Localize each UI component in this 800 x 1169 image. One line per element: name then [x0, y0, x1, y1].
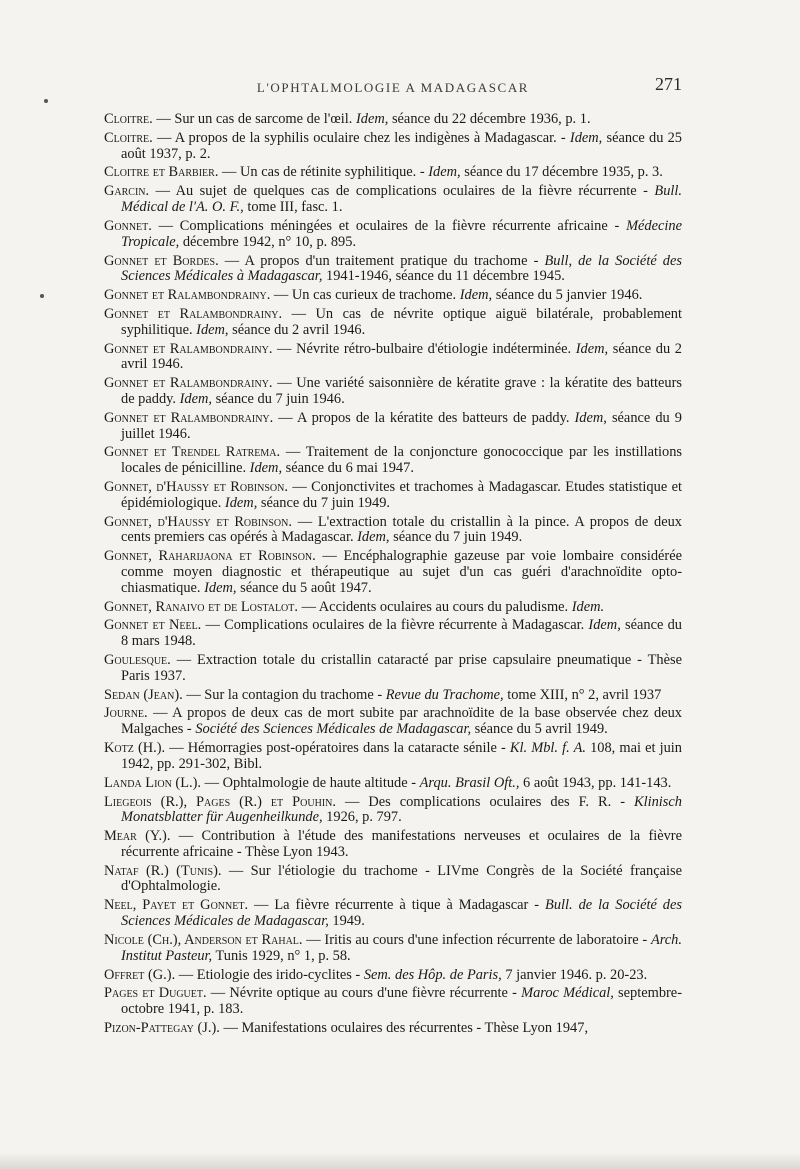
reference-text: séance du 25 août 1937, p. 2. — [121, 129, 682, 162]
reference-text: — Traitement de la conjoncture gonococcique par les instillations locales de pénicilline. — [121, 444, 683, 477]
reference-source: Idem, — [428, 164, 461, 181]
reference-author: Cloitre et Barbier. — [104, 164, 219, 181]
reference-author: Cloitre. — [104, 111, 153, 127]
reference-source: Idem, — [569, 129, 603, 146]
reference-source: Idem, — [196, 321, 229, 338]
reference-author: Sedan (Jean). — [104, 686, 183, 703]
reference-text: — Complications oculaires de la fièvre récurrente à Madagascar. — [201, 617, 589, 634]
reference-text: — A propos d'un traitement pratique du trachome - — [218, 252, 545, 269]
reference-text: 108, mai et juin 1942, pp. 291-302, Bibl. — [121, 740, 682, 772]
reference-text: — L'extraction totale du cristallin à la pince. A propos de deux cents premiers cas opérés à Madagascar. — [121, 513, 682, 546]
reference-author: Gonnet et Ralambondrainy. — [104, 287, 271, 304]
reference-text: — Encéphalographie gazeuse par voie lombaire considérée comme moyen diagnostic et thérapeutique au sujet d'un cas guéri d'arachnoïdite opto-chiasmatique. — [121, 548, 682, 596]
reference-author: Mear (Y.). — [104, 828, 171, 845]
reference-entry — [104, 131, 682, 162]
reference-text: — Un cas de rétinite syphilitique. - — [218, 164, 429, 181]
reference-text: — Une variété saisonnière de kératite grave : la kératite des batteurs de paddy. — [121, 375, 682, 407]
reference-entry — [104, 706, 682, 737]
reference-entry — [104, 864, 682, 895]
reference-source: Bull, de la Société des Sciences Médicales à Madagascar, — [121, 252, 682, 285]
reference-text: séance du 2 avril 1946. — [121, 340, 682, 373]
reference-source: Idem, — [249, 460, 283, 477]
reference-author: Gonnet et Ralambondrainy. — [104, 340, 273, 357]
reference-text: — Iritis au cours d'une infection récurrente de laboratoire - — [302, 931, 651, 948]
reference-author: Gonnet. — [104, 217, 152, 234]
reference-author: Gonnet et Ralambondrainy. — [104, 375, 273, 392]
reference-entry — [104, 741, 682, 772]
page-header — [104, 74, 682, 102]
reference-entry — [104, 376, 682, 407]
reference-entry — [104, 307, 682, 338]
reference-text: — Un cas curieux de trachome. — [270, 287, 460, 304]
reference-author: Gonnet et Trendel Ratrema. — [104, 444, 281, 461]
reference-source: Idem, — [588, 617, 621, 634]
reference-author: Gonnet et Neel. — [104, 617, 202, 634]
reference-entry — [104, 288, 682, 304]
scan-speck — [44, 99, 48, 103]
reference-text: — Conjonctivites et trachomes à Madagascar. Etudes statistique et épidémiologique. — [121, 479, 682, 511]
reference-entry — [104, 776, 682, 792]
reference-text: tome XIII, n° 2, avril 1937 — [503, 686, 662, 703]
reference-text: séance du 5 janvier 1946. — [492, 287, 643, 304]
reference-author: Nataf (R.) (Tunis). — [104, 862, 222, 879]
reference-text: — Un cas de névrite optique aiguë bilatérale, probablement syphilitique. — [121, 306, 682, 338]
reference-entry — [104, 165, 682, 181]
reference-text: septembre-octobre 1941, p. 183. — [121, 985, 682, 1018]
reference-text: séance du 6 mai 1947. — [282, 460, 414, 477]
reference-text: séance du 22 décembre 1936, p. 1. — [388, 111, 591, 127]
reference-text: — Extraction totale du cristallin cataracté par prise capsulaire pneumatique - Thèse Paris 1937. — [121, 651, 682, 684]
reference-entry — [104, 795, 682, 826]
reference-text: séance du 8 mars 1948. — [121, 617, 682, 650]
reference-source: Idem. — [571, 598, 605, 615]
reference-source: Arch. Institut Pasteur, — [121, 931, 682, 964]
reference-author: Kotz (H.). — [104, 740, 166, 757]
reference-entry — [104, 549, 682, 596]
reference-text: — Névrite optique au cours d'une fièvre récurrente - — [206, 985, 522, 1002]
reference-text: — Sur l'étiologie du trachome - LIVme Congrès de la Société française d'Ophtalmologie. — [121, 862, 682, 895]
reference-entry — [104, 618, 682, 649]
reference-text: séance du 9 juillet 1946. — [121, 409, 682, 442]
reference-text: séance du 5 avril 1949. — [471, 721, 608, 738]
reference-text: — Etiologie des irido-cyclites - — [175, 966, 364, 983]
reference-text: — La fièvre récurrente à tique à Madagascar - — [248, 897, 546, 914]
reference-text: — Accidents oculaires au cours du paludisme. — [298, 598, 572, 615]
reference-text: décembre 1942, n° 10, p. 895. — [179, 233, 357, 250]
reference-entry — [104, 829, 682, 860]
running-head: L'OPHTALMOLOGIE A MADAGASCAR — [256, 80, 530, 95]
reference-entry — [104, 411, 682, 442]
reference-text: séance du 17 décembre 1935, p. 3. — [460, 164, 663, 181]
reference-text: — A propos de deux cas de mort subite par arachnoïdite de la base observée chez deux Malgaches - — [121, 705, 682, 738]
reference-text: séance du 7 juin 1949. — [389, 529, 523, 546]
reference-entry — [104, 968, 682, 984]
reference-entry — [104, 600, 682, 616]
reference-text: 1926, p. 797. — [322, 809, 402, 826]
reference-entry — [104, 254, 682, 285]
reference-source: Idem, — [574, 409, 607, 426]
reference-source: Revue du Trachome, — [385, 686, 504, 703]
scan-speck — [40, 294, 44, 298]
reference-source: Société des Sciences Médicales de Madagascar, — [195, 721, 472, 738]
reference-text: — Complications méningées et oculaires de la fièvre récurrente africaine - — [151, 217, 627, 234]
reference-author: Garcin. — [104, 183, 150, 200]
reference-author: Gonnet, Ranaivo et de Lostalot. — [104, 598, 298, 615]
reference-source: Sem. des Hôp. de Paris, — [363, 966, 502, 983]
reference-entry — [104, 445, 682, 476]
reference-entry — [104, 653, 682, 684]
reference-text: — Névrite rétro-bulbaire d'étiologie indéterminée. — [272, 340, 576, 357]
reference-text: — Des complications oculaires des F. R. - — [335, 793, 634, 810]
reference-entry — [104, 112, 682, 128]
reference-text: Tunis 1929, n° 1, p. 58. — [212, 947, 351, 964]
reference-text: séance du 7 juin 1949. — [257, 494, 390, 511]
reference-author: Pizon-Pattegay (J.). — [104, 1020, 220, 1036]
reference-source: Idem, — [357, 529, 390, 546]
reference-text: 1949. — [328, 913, 365, 930]
reference-text: — Hémorragies post-opératoires dans la cataracte sénile - — [165, 740, 510, 757]
reference-entry — [104, 933, 682, 964]
reference-author: Gonnet, Raharijaona et Robinson. — [104, 548, 316, 565]
reference-author: Goulesque. — [104, 651, 171, 668]
reference-author: Landa Lion (L.). — [104, 774, 202, 791]
reference-author: Pages et Duguet. — [104, 985, 207, 1002]
reference-author: Liegeois (R.), Pages (R.) et Pouhin. — [104, 793, 336, 810]
reference-author: Gonnet et Ralambondrainy. — [104, 306, 283, 323]
reference-text: — Au sujet de quelques cas de complications oculaires de la fièvre récurrente - — [149, 183, 655, 200]
reference-text: — A propos de la kératite des batteurs de paddy. — [273, 409, 575, 426]
reference-author: Gonnet et Bordes. — [104, 252, 219, 269]
reference-entry — [104, 688, 682, 704]
reference-text: 7 janvier 1946. p. 20-23. — [501, 966, 648, 983]
reference-source: Idem, — [575, 340, 609, 357]
reference-source: Arqu. Brasil Oft., — [419, 774, 520, 791]
reference-author: Gonnet, d'Haussy et Robinson. — [104, 513, 292, 530]
reference-text: tome III, fasc. 1. — [243, 199, 343, 216]
reference-text: 1941-1946, séance du 11 décembre 1945. — [322, 268, 565, 285]
reference-text: — Ophtalmologie de haute altitude - — [201, 774, 420, 791]
reference-text: 6 août 1943, pp. 141-143. — [519, 774, 672, 791]
reference-text: séance du 7 juin 1946. — [211, 390, 345, 407]
reference-author: Cloitre. — [104, 129, 153, 146]
reference-source: Maroc Médical, — [521, 985, 614, 1002]
reference-entry — [104, 1021, 682, 1037]
reference-text: — A propos de la syphilis oculaire chez les indigènes à Madagascar. - — [152, 129, 570, 146]
reference-author: Neel, Payet et Gonnet. — [104, 897, 249, 914]
reference-entry — [104, 480, 682, 511]
reference-author: Journe. — [104, 705, 148, 722]
reference-text: — Sur la contagion du trachome - — [182, 686, 386, 703]
reference-entry — [104, 184, 682, 215]
reference-entry — [104, 986, 682, 1017]
reference-text: — Sur un cas de sarcome de l'œil. — [152, 111, 356, 127]
reference-entry — [104, 219, 682, 250]
page-number: 271 — [655, 74, 682, 94]
reference-author: Offret (G.). — [104, 966, 176, 983]
reference-source: Idem, — [459, 287, 493, 304]
reference-entry — [104, 515, 682, 546]
reference-author: Gonnet, d'Haussy et Robinson. — [104, 479, 288, 496]
reference-author: Nicole (Ch.), Anderson et Rahal. — [104, 931, 303, 948]
reference-source: Idem, — [224, 494, 258, 511]
reference-text: — Manifestations oculaires des récurrentes - Thèse Lyon 1947, — [219, 1020, 589, 1036]
reference-source: Bull. de la Société des Sciences Médicales de Madagascar, — [121, 897, 682, 930]
reference-text: — Contribution à l'étude des manifestations nerveuses et oculaires de la fièvre récurrente africaine - Thèse Lyon 1943. — [121, 828, 682, 860]
reference-source: Idem, — [204, 579, 237, 596]
reference-entry — [104, 898, 682, 929]
reference-source: Idem, — [179, 390, 212, 407]
reference-entry — [104, 342, 682, 373]
reference-list — [104, 112, 682, 1040]
reference-source: Kl. Mbl. f. A. — [509, 740, 586, 757]
reference-source: Idem, — [355, 111, 389, 127]
scan-edge — [0, 1153, 800, 1169]
reference-author: Gonnet et Ralambondrainy. — [104, 409, 274, 426]
reference-source: Médecine Tropicale, — [121, 217, 682, 250]
reference-text: séance du 5 août 1947. — [236, 579, 372, 596]
reference-source: Klinisch Monatsblatter für Augenheilkunde, — [121, 793, 682, 826]
reference-source: Bull. Médical de l'A. O. F., — [121, 183, 682, 216]
reference-text: séance du 2 avril 1946. — [228, 321, 366, 338]
